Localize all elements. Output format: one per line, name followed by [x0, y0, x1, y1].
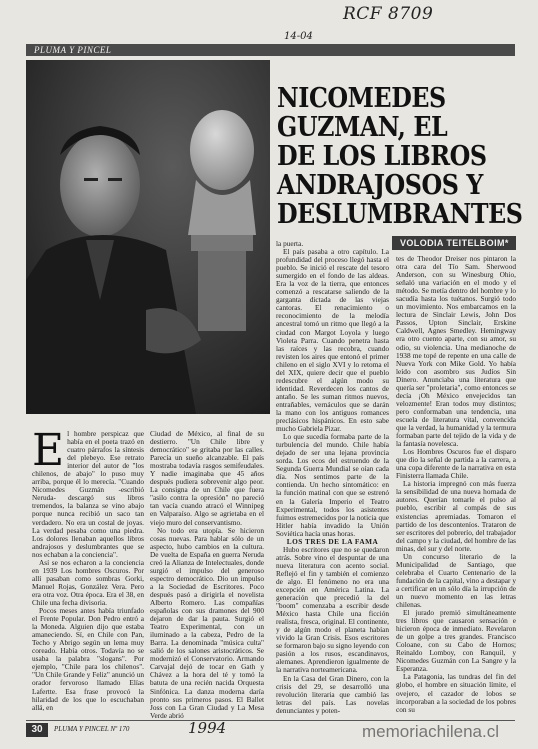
- section-title: PLUMA Y PINCEL: [34, 45, 112, 55]
- paragraph: Pocos meses antes había triunfado el Frente Popular. Don Pedro entró a la Moneda. Alguien dijo que estaba amaneciendo. Sí, en Chile con Pan, Techo y Abrigo según un lema muy coreado. Había otros. Todavía no se usaba la palabra "slogans". Por ejemplo, "Chile para los chilenos". "Un Chile Grande y Feliz" anunció un orador fervoroso llamado Elías Lafertte. Esa frase provocó la hilaridad de los que lo escuchaban allá, en: [32, 606, 144, 712]
- handwritten-year: 1994: [188, 719, 227, 737]
- watermark: memoriachilena.cl: [362, 722, 499, 741]
- author-byline: [392, 236, 516, 250]
- text-column-1: [32, 425, 144, 712]
- paragraph: Ciudad de México, al final de su destierro. "Un Chile libre y democrático" se gritaba por las calles. Parecía un sueño alcanzable. El país mostraba todavía rasgos semifeudales. Y nadie imaginaba que 45 años después pudiera sobrevenir algo peor. La consigna de un Chile que fuera "asilo contra la opresión" no pareció tan vacía cuando atracó el Winnipeg en Valparaíso. Algo se agrietaba en el viejo muro del conservantismo.: [150, 429, 264, 527]
- paragraph: la puerta.: [276, 239, 304, 248]
- portrait-photo: [26, 60, 270, 414]
- drop-cap: E: [32, 425, 65, 476]
- paragraph: Un concurso literario de la Municipalidad de Santiago, que celebraba el Cuarto Centenario de la fundación de la capital, vino a destapar y a certificar en un sólo día la irrupción de un nuevo momento en las letras chilenas.: [396, 551, 516, 610]
- paragraph: l hombre perspicaz que había en el poeta trazó en cuatro párrafos la síntesis del plebeyo. Ese retrato interior del autor de "los chilenos, de abajo" lo puso muy arriba, porque él lo merecía. "Cuando Nicomedes Guzmán -escribió Neruda- descargó sus libros tremendos, la balanza se vino abajo porque nunca recibió un saco tan verdadero. No era un costal de joyas. La verdad pesaba como una piedra. Los dolores llenaban aquellos libros andrajosos y deslumbrantes que se nos echaban a la conciencia".: [32, 429, 144, 559]
- handwritten-code: RCF 8709: [343, 4, 434, 24]
- text-column-2: [150, 429, 264, 720]
- article-headline: NICOMEDES GUZMAN, EL DE LOS LIBROS ANDRAJOSOS Y DESLUMBRANTES: [277, 83, 523, 231]
- paragraph: La historia impregnó con más fuerza la sensibilidad de una nueva hornada de autores. Querían tomarle el pulso al pueblo, escribir al compás de sus existencias apremiadas. Tomaron el partido de los desconteníos. Trataron de ser escritores del pobrerío, del trabajador del campo y la ciudad, del hombre de las minas, del sur y del norte.: [396, 479, 516, 553]
- paragraph: Lo que sucedía formaba parte de la turbulencia del mundo. Chile había dejado de ser una lejana provincia sorda. Los ecos del estruendo de la Segunda Guerra Mundial se oían cada día. Nos sentimos parte de la contienda. Un hecho sintomático: en la función matinal con que se estrenó en la Galería Imperio el Teatro Experimental, todos los asistentes fuimos estremecidos por la noticia que Hitler había invadido la Unión Soviética hacía unas horas.: [276, 432, 389, 538]
- paragraph: El país pasaba a otro capítulo. La profundidad del proceso llegó hasta el pueblo. Se inició el rescate del tesoro sumergido en el fondo de las aldeas. Era la voz de la tierra, que entonces comenzó a rescatarse saliendo de la garganta dictada de las viejas cantoras. El renacimiento o reconocimiento de la melodía ancestral tomó un ritmo que llegó a la ciudad con Margot Loyola y luego Violeta Parra. Cuando penetra hasta las raíces y las recobra, cuando revisten los aires que entonó el primer chileno en el siglo XVI y lo retoma el del XIX, quiere decir que el pueblo redescubre el algún modo su identidad. Reverdecen los cantos de antaño. Se les suman ritmos nuevos, entrañables, vernáculos que se darán la mano con los antiguos romances preclásicos hispánicos. En esto sabe mucho Gabriela Pizar.: [276, 247, 389, 434]
- text-column-3: [276, 239, 389, 715]
- author-name: VOLODIA TEITELBOIM*: [400, 238, 509, 248]
- handwritten-number: 14-04: [284, 31, 313, 42]
- photo-illustration: [26, 60, 270, 414]
- text-column-4: [396, 254, 516, 714]
- footer-publication: PLUMA Y PINCEL Nº 170: [54, 725, 130, 733]
- paragraph: El jurado premió simultáneamente tres libros que causaron sensación e hicieron época de inmediato. Revelaron de un golpe a tres grandes. Francisco Coloane, con su Cabo de Hornos; Reinaldo Lomboy, con Ranquil, y Nicomedes Guzmán con La Sangre y la Esperanza.: [396, 608, 516, 674]
- paragraph: No todo era utopía. Se hicieron cosas nuevas. Para hablar sólo de un aspecto, hubo cambios en la cultura. De vuelta de España en guerra Neruda creó la Alianza de Intelectuales, donde surgió el impulso del generoso espectro democrático. Dio un impulso a la Sociedad de Escritores. Poco después pasó a dirigirla el novelista Alberto Romero. Las compañías españolas con sus dramones del 900 dejaron de dar la pauta. Surgió el Teatro Experimental, con un iluminado a la cabeza, Pedro de la Barra. La denominada "música culta" salió de los salones aristocráticos. Se modernizó el Conservatorio. Armando Carvajal dejó de tocar en Gath y Chávez a la hora del té y tomó la batuta de una recién nacida Orquesta Sinfónica. La danza moderna daría pronto sus primeros pasos. El Ballet Joss con La Gran Ciudad y La Mesa Verde abrió: [150, 525, 264, 720]
- paragraph: En la Casa del Gran Dinero, con la crisis del 29, se desarrolló una revolución literaria que cambió las letras del país. Las novelas denunciantes y poten-: [276, 673, 389, 715]
- paragraph: Los Hombres Oscuros fue el disparo que dio la señal de partida a la carrera, a una copa diferente de la narrativa en esta Finisterra llamada Chile.: [396, 447, 516, 481]
- paragraph: Hubo escritores que no se quedaron atrás. Sobre vino el despuntar de una nueva literatura con acento social. Reflejó el fin y también el comienzo de algo. El fenómeno no era una excepción en América Latina. La generación que precedió la del "boom" comenzaba a escribir desde México hasta Chile una ficción realista, fresca, original. El continente, y de algún modo el planeta habían vivido la Gran Crisis. Esos escritores se formaron bajo su signo leyendo con pasión a los rusos, escandinavos, alemanes. Aprendieron igualmente de la narrativa norteamericana.: [276, 544, 389, 675]
- paragraph: La Patagonia, las tundras del fin del globo, el hombre en situación límite, el ovejero, el cazador de lobos se incorporaban a la sociedad de los pobres con su: [396, 672, 516, 714]
- section-subhead: LOS TRES DE LA FAMA: [286, 536, 379, 546]
- section-header: [26, 44, 515, 56]
- paragraph: tes de Theodor Dreiser nos pintaron la otra cara del Tío Sam. Sherwood Anderson, con su Winesburg Ohio, señaló una variación en el modo y el método. Se metía dentro del hombre y lo sacudía hasta los tuétanos. Surgió todo un movimiento. Nos embarcamos en la lectura de Sinclair Lewis, John Dos Passos, Upton Sinclair, Erskine Caldwell, Agnes Smedley. Hemingway era otro cuento aparte, con su amor, su odio, su violencia. Una medianoche de 1938 me topé de repente en una calle de Nueva York con Mike Gold. Yo había leído con asombro sus Judíos Sin Dinero. Anunciaba una literatura que quería ser "proletaria", como entonces se decía ¡Oh México envejecidos tan velozmente! Eran todos muy distintos; pero conformaban una tendencia, una escuela de literatura vital, convencida que la verdad, la humanidad y la termura formaban parte del tejido de la vida y de la fantasía novelesca.: [396, 254, 516, 449]
- page-number: 30: [26, 723, 48, 737]
- paragraph: Así se nos echaron a la conciencia en 1939 Los hombres Oscuros. Por allí pasaban como sombras Gorki, Manuel Rojas, González Vera. Pero era otra voz. Otra época. Era el 38, en Chile una fecha divisoria.: [32, 557, 144, 607]
